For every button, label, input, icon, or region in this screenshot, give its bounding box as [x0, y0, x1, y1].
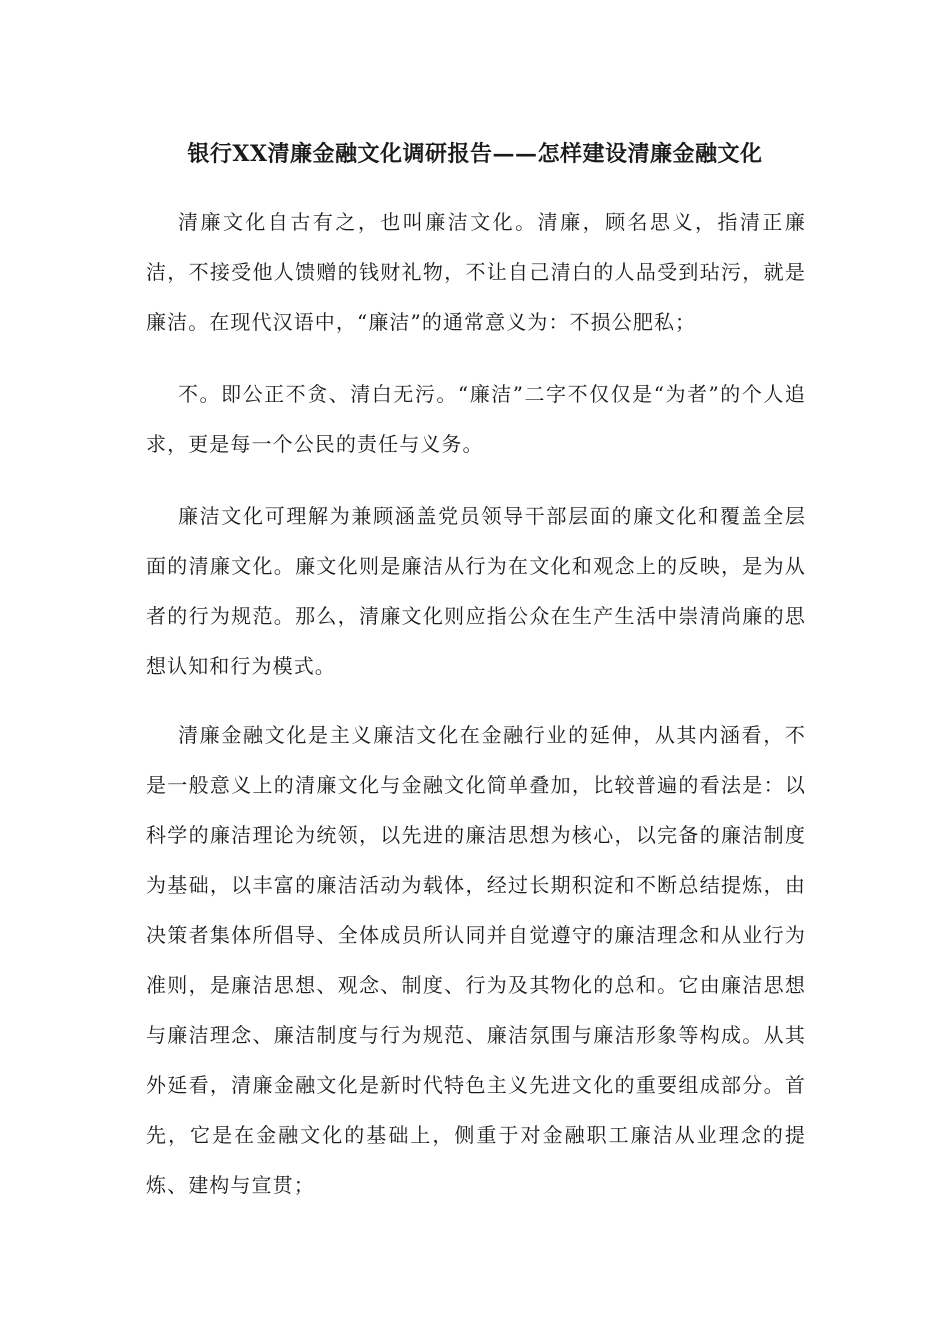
- paragraph-2: 不。即公正不贪、清白无污。“廉洁”二字不仅仅是“为者”的个人追求，更是每一个公民的责任与义务。: [146, 382, 806, 456]
- paragraph-4: 清廉金融文化是主义廉洁文化在金融行业的延伸，从其内涵看，不是一般意义上的清廉文化与金融文化简单叠加，比较普遍的看法是：以科学的廉洁理论为统领，以先进的廉洁思想为核心，以完备的廉洁制度为基础，以丰富的廉洁活动为载体，经过长期积淀和不断总结提炼，由决策者集体所倡导、全体成员所认同并自觉遵守的廉洁理念和从业行为准则，是廉洁思想、观念、制度、行为及其物化的总和。它由廉洁思想与廉洁理念、廉洁制度与行为规范、廉洁氛围与廉洁形象等构成。从其外延看，清廉金融文化是新时代特色主义先进文化的重要组成部分。首先，它是在金融文化的基础上，侧重于对金融职工廉洁从业理念的提炼、建构与宣贯；: [146, 723, 806, 1197]
- paragraph-3: 廉洁文化可理解为兼顾涵盖党员领导干部层面的廉文化和覆盖全层面的清廉文化。廉文化则是廉洁从行为在文化和观念上的反映，是为从者的行为规范。那么，清廉文化则应指公众在生产生活中崇清尚廉的思想认知和行为模式。: [146, 504, 806, 678]
- document-title: 银行XX清廉金融文化调研报告——怎样建设清廉金融文化: [187, 141, 763, 167]
- paragraph-1: 清廉文化自古有之，也叫廉洁文化。清廉，顾名思义，指清正廉洁，不接受他人馈赠的钱财礼物，不让自己清白的人品受到玷污，就是廉洁。在现代汉语中，“廉洁”的通常意义为：不损公肥私；: [146, 210, 806, 334]
